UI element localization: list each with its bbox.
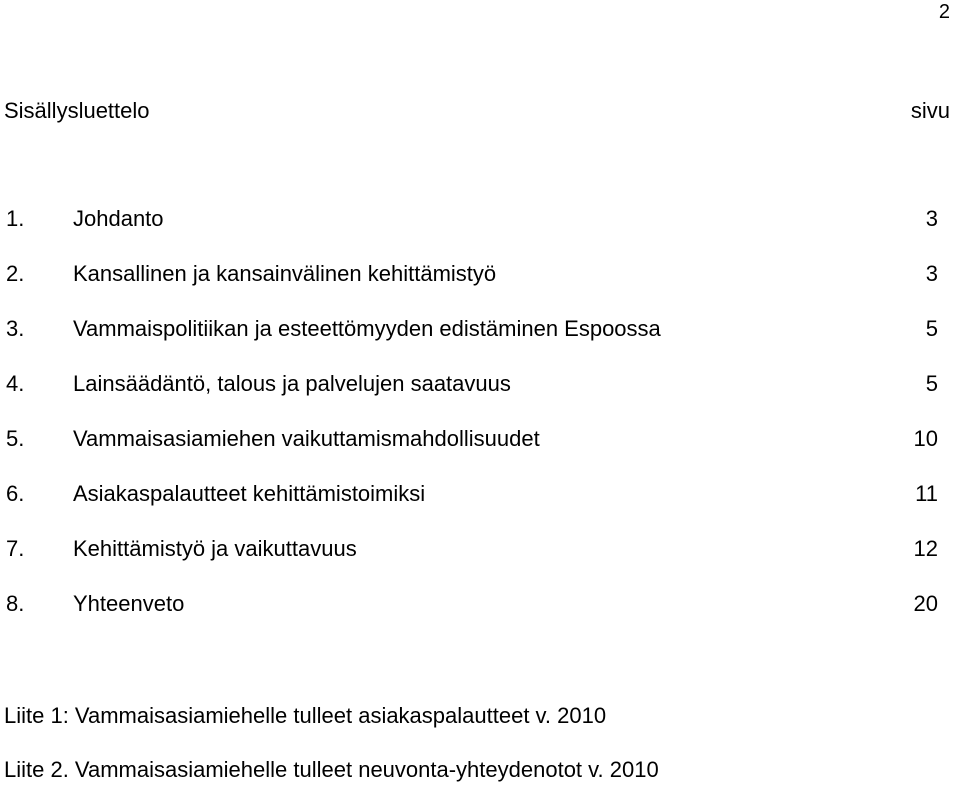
toc-entry[interactable]	[0, 371, 960, 426]
toc-entry[interactable]	[0, 316, 960, 371]
toc-entry-title: Vammaispolitiikan ja esteettömyyden edistäminen Espoossa	[73, 316, 661, 341]
toc-entry-title: Johdanto	[73, 206, 164, 231]
toc-entry[interactable]	[0, 206, 960, 261]
toc-entry-page: 12	[913, 536, 938, 561]
toc-page-column-label: sivu	[910, 98, 950, 123]
toc-entry-number: 5.	[6, 426, 25, 451]
toc-entry-number: 3.	[6, 316, 25, 341]
toc-entry-number: 1.	[6, 206, 25, 231]
toc-entry[interactable]	[0, 591, 960, 646]
toc-entry[interactable]	[0, 536, 960, 591]
toc-entry-title: Yhteenveto	[73, 591, 185, 616]
toc-entry-number: 8.	[6, 591, 25, 616]
toc-entry-page: 5	[925, 371, 938, 396]
toc-entry-page: 3	[925, 206, 938, 231]
toc-entry-number: 6.	[6, 481, 25, 506]
toc-entry-title: Lainsäädäntö, talous ja palvelujen saatavuus	[73, 371, 511, 396]
page-number: 2	[938, 1, 950, 23]
toc-entry[interactable]	[0, 261, 960, 316]
toc-entry-title: Kehittämistyö ja vaikuttavuus	[73, 536, 357, 561]
toc-entry-number: 2.	[6, 261, 25, 286]
toc-entry-page: 20	[913, 591, 938, 616]
toc-entry-page: 10	[913, 426, 938, 451]
toc-entry-title: Kansallinen ja kansainvälinen kehittämistyö	[73, 261, 497, 286]
appendix-2[interactable]: Liite 2. Vammaisasiamiehelle tulleet neuvonta-yhteydenotot v. 2010	[4, 757, 659, 782]
toc-entry-page: 5	[925, 316, 938, 341]
appendix-1[interactable]: Liite 1: Vammaisasiamiehelle tulleet asiakaspalautteet v. 2010	[4, 703, 607, 728]
toc-entry-title: Vammaisasiamiehen vaikuttamismahdollisuudet	[73, 426, 540, 451]
toc-entry-page: 11	[915, 481, 938, 506]
table-of-contents	[0, 206, 960, 646]
toc-entry-title: Asiakaspalautteet kehittämistoimiksi	[73, 481, 426, 506]
toc-entry[interactable]	[0, 426, 960, 481]
toc-entry[interactable]	[0, 481, 960, 536]
toc-heading: Sisällysluettelo	[4, 98, 150, 123]
toc-entry-page: 3	[925, 261, 938, 286]
toc-entry-number: 4.	[6, 371, 25, 396]
toc-entry-number: 7.	[6, 536, 25, 561]
